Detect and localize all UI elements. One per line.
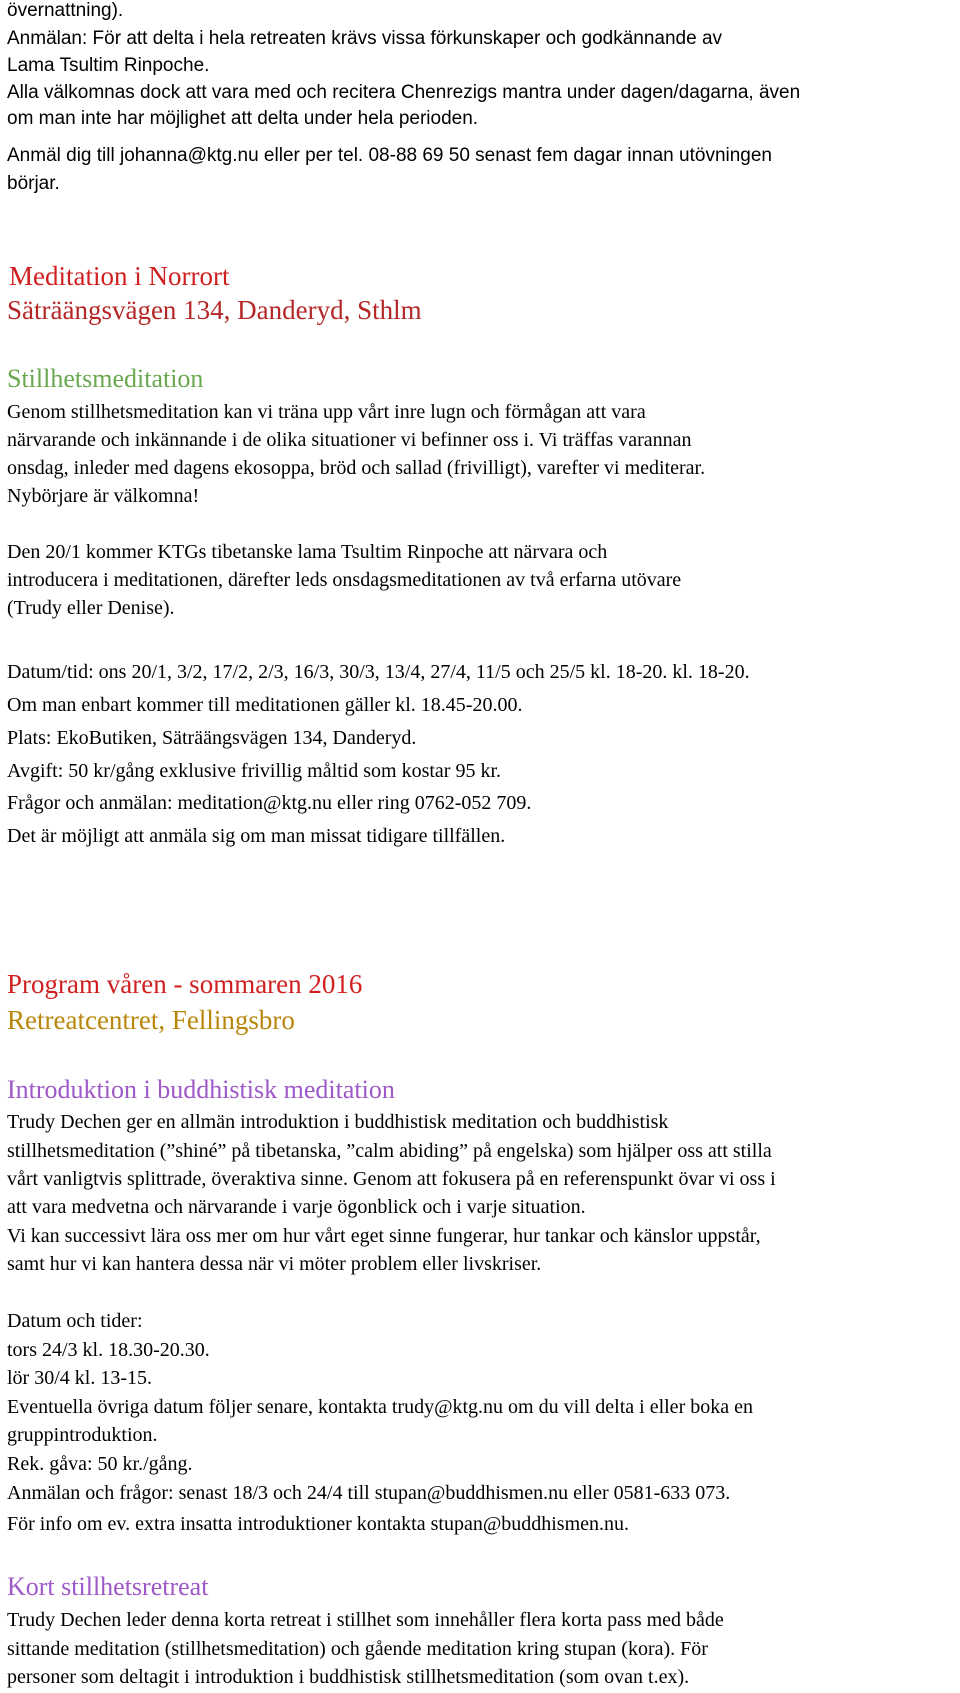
text-line: Vi kan successivt lära oss mer om hur vårt eget sinne fungerar, hur tankar och känslor uppstår, bbox=[7, 1225, 761, 1247]
text-line: Trudy Dechen leder denna korta retreat i stillhet som innehåller flera korta pass med både bbox=[7, 1609, 724, 1631]
detail-line: Anmälan och frågor: senast 18/3 och 24/4 till stupan@buddhismen.nu eller 0581-633 073. bbox=[7, 1482, 731, 1504]
text-line: börjar. bbox=[7, 173, 60, 194]
text-line: stillhetsmeditation (”shiné” på tibetanska, ”calm abiding” på engelska) som hjälper oss att stilla bbox=[7, 1140, 772, 1162]
detail-line: Om man enbart kommer till meditationen gäller kl. 18.45-20.00. bbox=[7, 694, 523, 716]
text-line: närvarande och inkännande i de olika situationer vi befinner oss i. Vi träffas varannan bbox=[7, 429, 692, 451]
text-line: Anmäl dig till johanna@ktg.nu eller per tel. 08-88 69 50 senast fem dagar innan utövningen bbox=[7, 145, 773, 166]
program-intro-heading: Introduktion i buddhistisk meditation bbox=[7, 1075, 395, 1104]
text-line: vårt vanligtvis splittrade, överaktiva sinne. Genom att fokusera på en referenspunkt övar vi oss i bbox=[7, 1168, 776, 1190]
text-line: Alla välkomnas dock att vara med och recitera Chenrezigs mantra under dagen/dagarna, även bbox=[7, 82, 801, 103]
detail-line: lör 30/4 kl. 13-15. bbox=[7, 1367, 152, 1389]
text-line: personer som deltagit i introduktion i buddhistisk stillhetsmeditation (som ovan t.ex). bbox=[7, 1666, 690, 1688]
text-line: Lama Tsultim Rinpoche. bbox=[7, 55, 210, 76]
retreat-heading: Kort stillhetsretreat bbox=[7, 1572, 209, 1601]
program-title: Program våren - sommaren 2016 bbox=[7, 969, 363, 999]
detail-line: Plats: EkoButiken, Säträängsvägen 134, Danderyd. bbox=[7, 727, 417, 749]
detail-line: Frågor och anmälan: meditation@ktg.nu eller ring 0762-052 709. bbox=[7, 792, 532, 814]
text-line: introducera i meditationen, därefter leds onsdagsmeditationen av två erfarna utövare bbox=[7, 569, 682, 591]
text-line: att vara medvetna och närvarande i varje ögonblick och i varje situation. bbox=[7, 1196, 586, 1218]
detail-line: Avgift: 50 kr/gång exklusive frivillig måltid som kostar 95 kr. bbox=[7, 760, 502, 782]
text-line: övernattning). bbox=[7, 0, 124, 21]
detail-line: Datum och tider: bbox=[7, 1310, 143, 1332]
detail-line: För info om ev. extra insatta introduktioner kontakta stupan@buddhismen.nu. bbox=[7, 1513, 630, 1535]
detail-line: Det är möjligt att anmäla sig om man missat tidigare tillfällen. bbox=[7, 825, 506, 847]
text-line: samt hur vi kan hantera dessa när vi möter problem eller livskriser. bbox=[7, 1253, 542, 1275]
text-line: Genom stillhetsmeditation kan vi träna upp vårt inre lugn och förmågan att vara bbox=[7, 401, 646, 423]
text-line: Nybörjare är välkomna! bbox=[7, 485, 200, 507]
detail-line: gruppintroduktion. bbox=[7, 1424, 158, 1446]
section-address: Säträängsvägen 134, Danderyd, Sthlm bbox=[7, 295, 422, 325]
text-line: om man inte har möjlighet att delta under hela perioden. bbox=[7, 108, 479, 129]
detail-line: Eventuella övriga datum följer senare, kontakta trudy@ktg.nu om du vill delta i eller boka en bbox=[7, 1396, 753, 1418]
text-line: Trudy Dechen ger en allmän introduktion i buddhistisk meditation och buddhistisk bbox=[7, 1111, 669, 1133]
section-subheading: Stillhetsmeditation bbox=[7, 364, 204, 393]
section-title: Meditation i Norrort bbox=[9, 261, 230, 291]
detail-line: Rek. gåva: 50 kr./gång. bbox=[7, 1453, 193, 1475]
text-line: (Trudy eller Denise). bbox=[7, 597, 175, 619]
detail-line: tors 24/3 kl. 18.30-20.30. bbox=[7, 1339, 210, 1361]
text-line: sittande meditation (stillhetsmeditation) och gående meditation kring stupan (kora). För bbox=[7, 1638, 708, 1660]
text-line: onsdag, inleder med dagens ekosoppa, bröd och sallad (frivilligt), varefter vi mediterar. bbox=[7, 457, 706, 479]
detail-line: Datum/tid: ons 20/1, 3/2, 17/2, 2/3, 16/3, 30/3, 13/4, 27/4, 11/5 och 25/5 kl. 18-20. kl. 18-20. bbox=[7, 661, 750, 683]
text-line: Anmälan: För att delta i hela retreaten krävs vissa förkunskaper och godkännande av bbox=[7, 28, 723, 49]
text-line: Den 20/1 kommer KTGs tibetanske lama Tsultim Rinpoche att närvara och bbox=[7, 541, 608, 563]
program-location: Retreatcentret, Fellingsbro bbox=[7, 1005, 295, 1035]
